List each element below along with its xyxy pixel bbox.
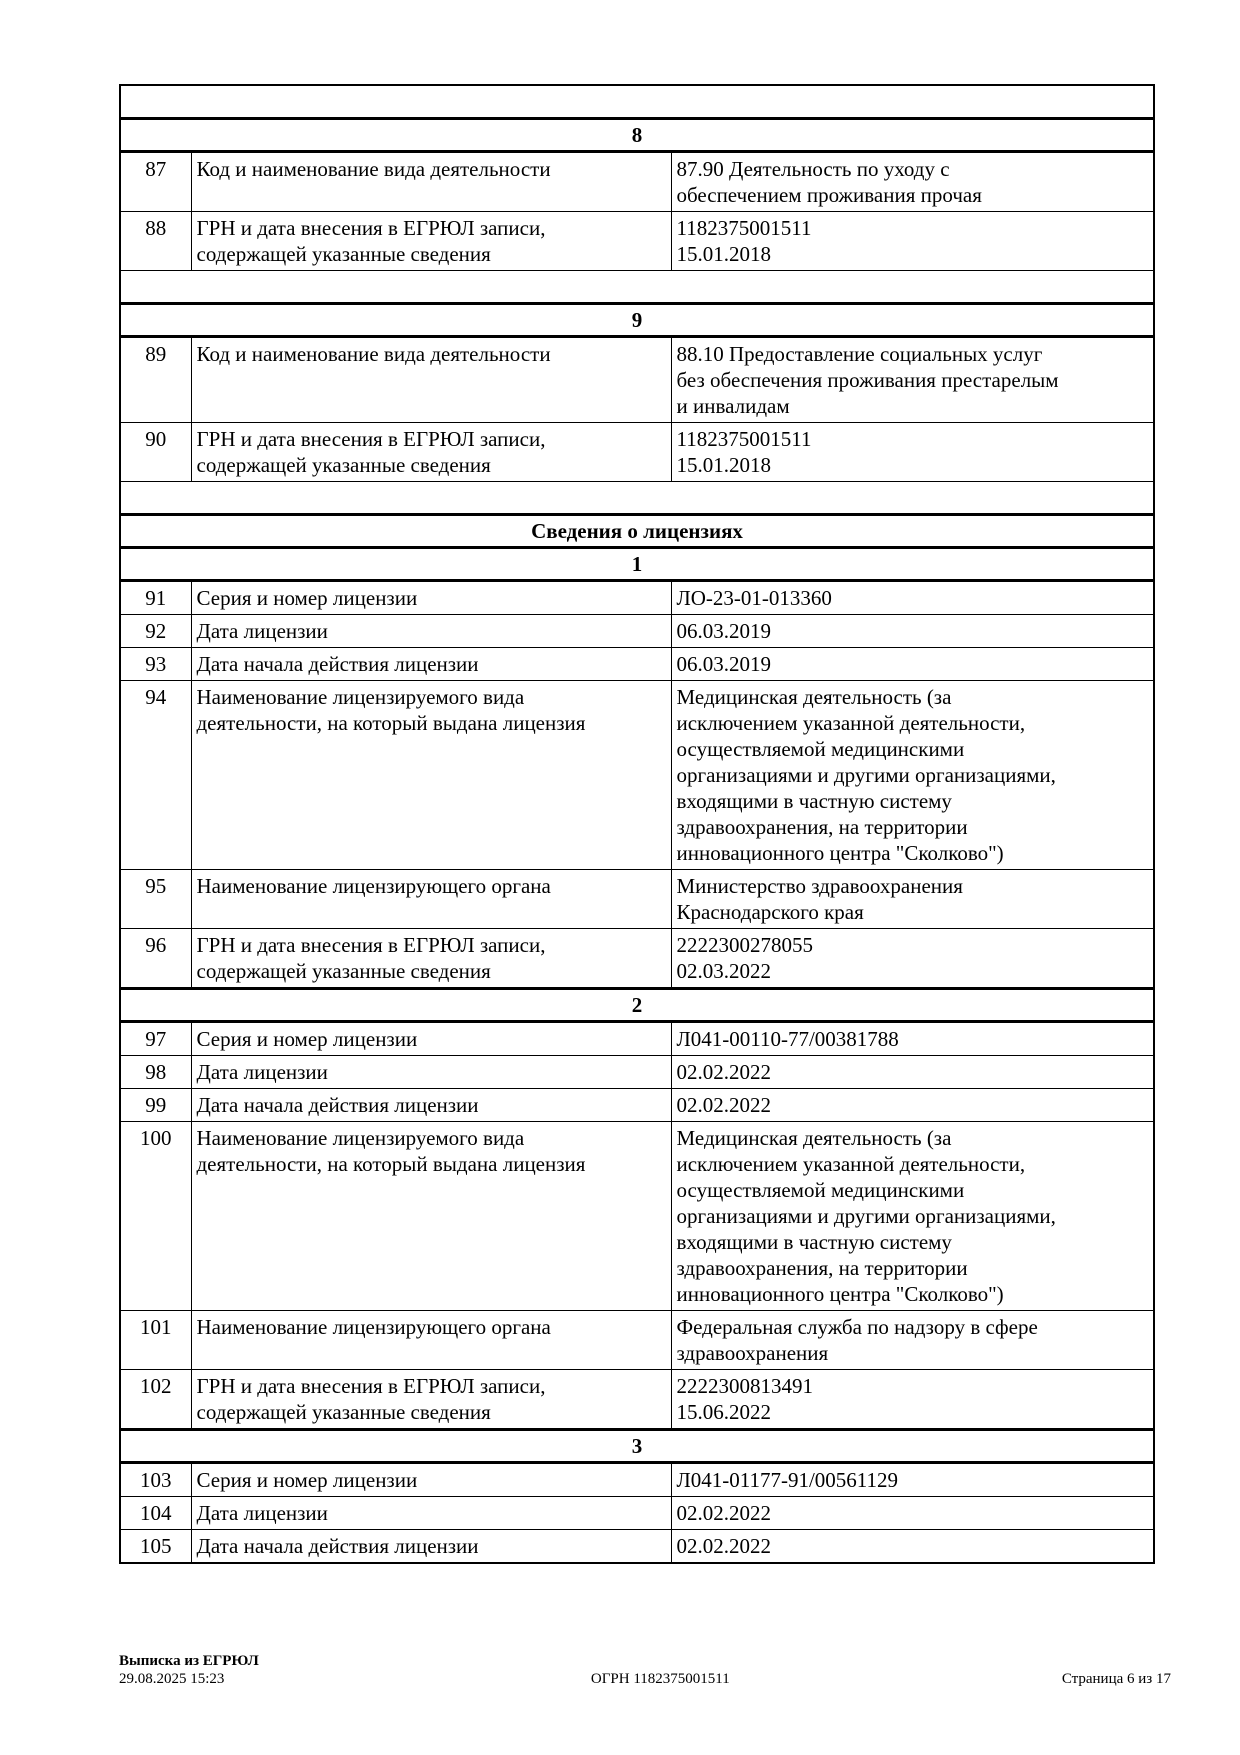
text-line: Код и наименование вида деятельности xyxy=(196,157,551,181)
text-line: Наименование лицензирующего органа xyxy=(196,874,551,898)
text-line: Л041-01177-91/00561129 xyxy=(676,1468,899,1492)
row-number-cell xyxy=(120,648,191,681)
table-row xyxy=(120,1089,1154,1122)
text-line: обеспечением проживания прочая xyxy=(676,183,982,207)
text-line: ГРН и дата внесения в ЕГРЮЛ записи, xyxy=(196,1374,546,1398)
section-header-row xyxy=(120,548,1154,581)
text-line: исключением указанной деятельности, xyxy=(676,1152,1026,1176)
row-number-cell xyxy=(120,1089,191,1122)
text-line: 1182375001511 xyxy=(676,216,812,240)
separator-cell xyxy=(120,271,1154,304)
text-line: 3 xyxy=(631,1434,643,1458)
table-row xyxy=(120,1497,1154,1530)
attribute-value-cell xyxy=(671,615,1154,648)
text-line: 06.03.2019 xyxy=(676,619,771,643)
attribute-name-cell xyxy=(191,1056,671,1089)
text-line: 02.03.2022 xyxy=(676,959,771,983)
text-line: входящими в частную систему xyxy=(676,1230,952,1254)
attribute-name-cell xyxy=(191,152,671,212)
text-line: 02.02.2022 xyxy=(676,1501,771,1525)
section-header-row xyxy=(120,989,1154,1022)
row-number-cell xyxy=(120,152,191,212)
text-line: Медицинская деятельность (за xyxy=(676,685,952,709)
footer-page-info: Страница 6 из 17 xyxy=(1061,1671,1171,1687)
separator-cell xyxy=(120,85,1154,119)
text-line: 101 xyxy=(140,1315,172,1339)
section-header xyxy=(120,304,1154,337)
row-number-cell xyxy=(120,1530,191,1564)
text-line: здравоохранения xyxy=(676,1341,829,1365)
attribute-value-cell xyxy=(671,1122,1154,1311)
text-line: 88.10 Предоставление социальных услуг xyxy=(676,342,1043,366)
row-number-cell xyxy=(120,1022,191,1056)
text-line: инновационного центра "Сколково") xyxy=(676,1282,1004,1306)
text-line: 104 xyxy=(140,1501,172,1525)
section-header xyxy=(120,1430,1154,1463)
text-line: организациями и другими организациями, xyxy=(676,763,1056,787)
text-line: ГРН и дата внесения в ЕГРЮЛ записи, xyxy=(196,216,546,240)
row-number-cell xyxy=(120,1122,191,1311)
section-header-row xyxy=(120,1430,1154,1463)
row-number-cell xyxy=(120,1056,191,1089)
text-line: Дата лицензии xyxy=(196,619,328,643)
text-line: 100 xyxy=(140,1126,172,1150)
text-line: 97 xyxy=(145,1027,167,1051)
text-line: содержащей указанные сведения xyxy=(196,453,491,477)
attribute-value-cell xyxy=(671,152,1154,212)
text-line: 92 xyxy=(145,619,167,643)
table-row xyxy=(120,929,1154,989)
text-line: 91 xyxy=(145,586,167,610)
text-line: Дата лицензии xyxy=(196,1501,328,1525)
text-line: без обеспечения проживания престарелым xyxy=(676,368,1059,392)
footer-ogrn: ОГРН 1182375001511 xyxy=(590,1671,730,1687)
section-header xyxy=(120,989,1154,1022)
row-number-cell xyxy=(120,1497,191,1530)
text-line: 15.01.2018 xyxy=(676,453,771,477)
separator-row xyxy=(120,85,1154,119)
text-line: 94 xyxy=(145,685,167,709)
separator-row xyxy=(120,271,1154,304)
text-line: Дата начала действия лицензии xyxy=(196,1534,479,1558)
text-line: Министерство здравоохранения xyxy=(676,874,963,898)
text-line: содержащей указанные сведения xyxy=(196,242,491,266)
table-row xyxy=(120,1122,1154,1311)
text-line: 105 xyxy=(140,1534,172,1558)
table-row xyxy=(120,1370,1154,1430)
text-line: 90 xyxy=(145,427,167,451)
text-line: 89 xyxy=(145,342,167,366)
text-line: Наименование лицензируемого вида xyxy=(196,685,525,709)
text-line: 96 xyxy=(145,933,167,957)
text-line: Код и наименование вида деятельности xyxy=(196,342,551,366)
table-row xyxy=(120,1463,1154,1497)
row-number-cell xyxy=(120,870,191,929)
text-line: Л041-00110-77/00381788 xyxy=(676,1027,899,1051)
row-number-cell xyxy=(120,1370,191,1430)
footer-doc-title: Выписка из ЕГРЮЛ xyxy=(119,1653,259,1669)
text-line: Серия и номер лицензии xyxy=(196,586,418,610)
text-line: здравоохранения, на территории xyxy=(676,1256,968,1280)
attribute-name-cell xyxy=(191,1370,671,1430)
text-line: 2 xyxy=(631,993,643,1017)
attribute-value-cell xyxy=(671,681,1154,870)
section-header xyxy=(120,548,1154,581)
text-line: деятельности, на который выдана лицензия xyxy=(196,711,586,735)
text-line: 2222300278055 xyxy=(676,933,813,957)
text-line: 02.02.2022 xyxy=(676,1534,771,1558)
attribute-name-cell xyxy=(191,929,671,989)
attribute-name-cell xyxy=(191,337,671,423)
attribute-value-cell xyxy=(671,1463,1154,1497)
row-number-cell xyxy=(120,615,191,648)
text-line: здравоохранения, на территории xyxy=(676,815,968,839)
text-line: 9 xyxy=(631,308,643,332)
text-line: 15.01.2018 xyxy=(676,242,771,266)
footer-left xyxy=(119,1652,259,1688)
separator-cell xyxy=(120,482,1154,515)
text-line: осуществляемой медицинскими xyxy=(676,737,965,761)
text-line: исключением указанной деятельности, xyxy=(676,711,1026,735)
row-number-cell xyxy=(120,1463,191,1497)
row-number-cell xyxy=(120,212,191,271)
table-row xyxy=(120,152,1154,212)
attribute-name-cell xyxy=(191,1022,671,1056)
separator-row xyxy=(120,482,1154,515)
table-row xyxy=(120,648,1154,681)
table-row xyxy=(120,1530,1154,1564)
row-number-cell xyxy=(120,929,191,989)
egrul-table xyxy=(119,84,1155,1564)
text-line: Серия и номер лицензии xyxy=(196,1468,418,1492)
footer-generated-at: 29.08.2025 15:23 xyxy=(119,1671,225,1687)
text-line: Дата начала действия лицензии xyxy=(196,652,479,676)
text-line: Медицинская деятельность (за xyxy=(676,1126,952,1150)
table-row xyxy=(120,1022,1154,1056)
attribute-name-cell xyxy=(191,1530,671,1564)
attribute-value-cell xyxy=(671,423,1154,482)
row-number-cell xyxy=(120,423,191,482)
section-header-row xyxy=(120,304,1154,337)
table-row xyxy=(120,423,1154,482)
attribute-name-cell xyxy=(191,581,671,615)
table-row xyxy=(120,212,1154,271)
table-row xyxy=(120,1311,1154,1370)
text-line: 15.06.2022 xyxy=(676,1400,771,1424)
text-line: входящими в частную систему xyxy=(676,789,952,813)
text-line: 93 xyxy=(145,652,167,676)
table-row xyxy=(120,1056,1154,1089)
text-line: Наименование лицензируемого вида xyxy=(196,1126,525,1150)
attribute-value-cell xyxy=(671,581,1154,615)
text-line: содержащей указанные сведения xyxy=(196,1400,491,1424)
text-line: 87 xyxy=(145,157,167,181)
attribute-name-cell xyxy=(191,1089,671,1122)
text-line: ГРН и дата внесения в ЕГРЮЛ записи, xyxy=(196,427,546,451)
text-line: 8 xyxy=(631,123,643,147)
text-line: и инвалидам xyxy=(676,394,790,418)
attribute-value-cell xyxy=(671,212,1154,271)
table-row xyxy=(120,681,1154,870)
attribute-value-cell xyxy=(671,648,1154,681)
table-row xyxy=(120,581,1154,615)
text-line: Федеральная служба по надзору в сфере xyxy=(676,1315,1038,1339)
text-line: Дата начала действия лицензии xyxy=(196,1093,479,1117)
attribute-value-cell xyxy=(671,1497,1154,1530)
text-line: Серия и номер лицензии xyxy=(196,1027,418,1051)
text-line: 02.02.2022 xyxy=(676,1093,771,1117)
text-line: 1 xyxy=(631,552,643,576)
attribute-name-cell xyxy=(191,648,671,681)
row-number-cell xyxy=(120,581,191,615)
attribute-name-cell xyxy=(191,1463,671,1497)
attribute-value-cell xyxy=(671,870,1154,929)
text-line: деятельности, на который выдана лицензия xyxy=(196,1152,586,1176)
text-line: организациями и другими организациями, xyxy=(676,1204,1056,1228)
attribute-name-cell xyxy=(191,1497,671,1530)
text-line: 88 xyxy=(145,216,167,240)
attribute-value-cell xyxy=(671,1370,1154,1430)
attribute-name-cell xyxy=(191,1122,671,1311)
row-number-cell xyxy=(120,681,191,870)
text-line: 2222300813491 xyxy=(676,1374,813,1398)
row-number-cell xyxy=(120,1311,191,1370)
text-line: Сведения о лицензиях xyxy=(531,519,743,543)
row-number-cell xyxy=(120,337,191,423)
attribute-value-cell xyxy=(671,1022,1154,1056)
attribute-value-cell xyxy=(671,1311,1154,1370)
table-row xyxy=(120,870,1154,929)
text-line: ГРН и дата внесения в ЕГРЮЛ записи, xyxy=(196,933,546,957)
text-line: 06.03.2019 xyxy=(676,652,771,676)
text-line: Дата лицензии xyxy=(196,1060,328,1084)
text-line: 103 xyxy=(140,1468,172,1492)
text-line: 87.90 Деятельность по уходу с xyxy=(676,157,950,181)
text-line: осуществляемой медицинскими xyxy=(676,1178,965,1202)
text-line: 02.02.2022 xyxy=(676,1060,771,1084)
attribute-name-cell xyxy=(191,870,671,929)
section-header-row xyxy=(120,119,1154,152)
text-line: содержащей указанные сведения xyxy=(196,959,491,983)
text-line: 99 xyxy=(145,1093,167,1117)
attribute-name-cell xyxy=(191,1311,671,1370)
section-header xyxy=(120,119,1154,152)
attribute-value-cell xyxy=(671,1056,1154,1089)
table-row xyxy=(120,337,1154,423)
page-footer xyxy=(119,1652,1171,1688)
text-line: 95 xyxy=(145,874,167,898)
attribute-value-cell xyxy=(671,1089,1154,1122)
section-header xyxy=(120,515,1154,548)
attribute-name-cell xyxy=(191,212,671,271)
text-line: инновационного центра "Сколково") xyxy=(676,841,1004,865)
text-line: 1182375001511 xyxy=(676,427,812,451)
egrul-table-body xyxy=(120,85,1154,1563)
text-line: Краснодарского края xyxy=(676,900,864,924)
attribute-name-cell xyxy=(191,615,671,648)
attribute-name-cell xyxy=(191,681,671,870)
table-row xyxy=(120,615,1154,648)
text-line: Наименование лицензирующего органа xyxy=(196,1315,551,1339)
attribute-value-cell xyxy=(671,929,1154,989)
text-line: ЛО-23-01-013360 xyxy=(676,586,832,610)
attribute-value-cell xyxy=(671,337,1154,423)
text-line: 98 xyxy=(145,1060,167,1084)
attribute-value-cell xyxy=(671,1530,1154,1564)
section-header-row xyxy=(120,515,1154,548)
attribute-name-cell xyxy=(191,423,671,482)
text-line: 102 xyxy=(140,1374,172,1398)
